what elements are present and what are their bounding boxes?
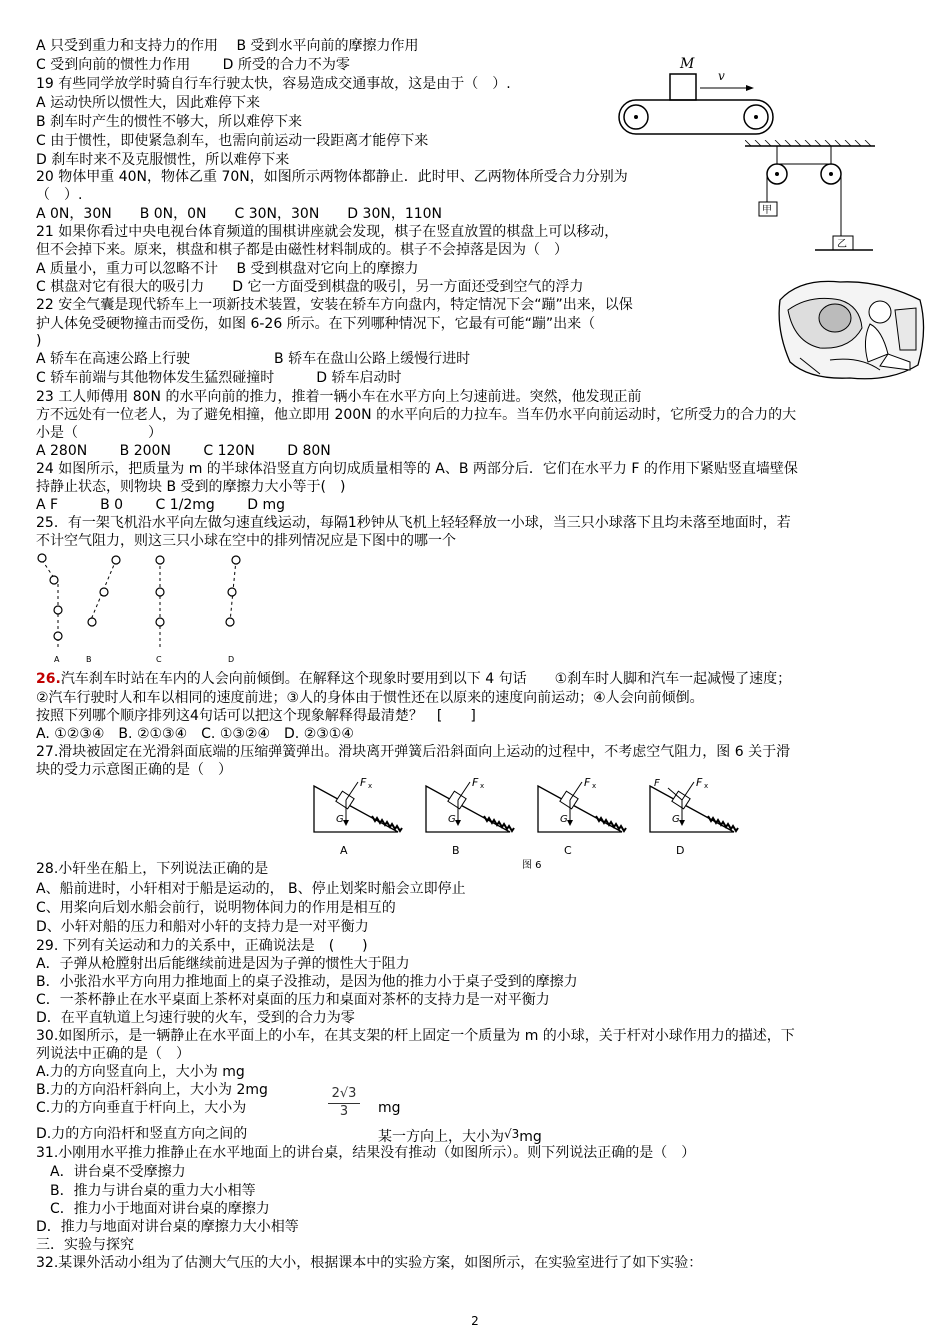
text-line: C．一茶杯静止在水平桌面上茶杯对桌面的压力和桌面对茶杯的支持力是一对平衡力 [36, 992, 550, 1008]
q30-option-d [36, 1125, 247, 1143]
fig25-label-b: B [86, 655, 92, 664]
q30d-tail [378, 1125, 542, 1146]
svg-text:乙: 乙 [837, 239, 847, 250]
text-line: 列说法中正确的是（ ） [36, 1046, 190, 1062]
force-label: F [360, 776, 367, 789]
airbag-figure [770, 270, 930, 385]
text-line: （ ）. [36, 187, 83, 203]
text-line: C 棋盘对它有很大的吸引力 D 它一方面受到棋盘的吸引，另一方面还受到空气的浮力 [36, 279, 584, 295]
q30c-fraction [324, 1086, 364, 1119]
text-line: 按照下列哪个顺序排列这4句话可以把这个现象解释得最清楚？ [ ] [36, 708, 476, 724]
mass-block [670, 74, 696, 100]
text-line: 小是（ ） [36, 425, 162, 441]
q30d-pre: D.力的方向沿杆和竖直方向之间的 [36, 1126, 248, 1142]
text-line: A．讲台桌不受摩擦力 [36, 1164, 186, 1180]
text-line: C 轿车前端与其他物体发生猛烈碰撞时 D 轿车启动时 [36, 370, 402, 386]
text-line: 不计空气阻力，则这三只小球在空中的排列情况应是下图中的哪一个 [36, 533, 456, 549]
text-line: A F B 0 C 1/2mg D mg [36, 497, 285, 513]
q30d-mid: 某一方向上，大小为 [378, 1129, 504, 1145]
text-line: 20 物体甲重 40N，物体乙重 70N，如图所示两物体都静止．此时甲、乙两物体所受合力分别为 [36, 169, 628, 185]
text-line: 24 如图所示，把质量为 m 的半球体沿竖直方向切成质量相等的 A、B 两部分后．它们在水平力 F 的作用下紧贴竖直墙壁保 [36, 461, 798, 477]
incline-diagram [538, 776, 626, 857]
velocity-label: v [718, 69, 725, 83]
incline-diagram [314, 776, 402, 857]
text-line: A．子弹从枪膛射出后能继续前进是因为子弹的惯性大于阻力 [36, 956, 410, 972]
fig25-label-a: A [54, 655, 60, 664]
text-line: B．推力与讲台桌的重力大小相等 [36, 1183, 256, 1199]
q30c-numerator: 2√3 [331, 1086, 357, 1101]
text-line: 30.如图所示，是一辆静止在水平面上的小车，在其支架的杆上固定一个质量为 m 的小球，关于杆对小球作用力的描述，下 [36, 1028, 795, 1044]
text-line: A 0N，30N B 0N，0N C 30N，30N D 30N，110N [36, 206, 443, 222]
text-line: D 刹车时来不及克服惯性，所以难停下来 [36, 152, 290, 168]
text-line: 25．有一架飞机沿水平向左做匀速直线运动，每隔1秒钟从飞机上轻轻释放一小球，当三只小球落下且均未落至地面时，若 [36, 515, 791, 531]
fig25-label-d: D [228, 655, 235, 664]
text-line: ) [36, 333, 42, 349]
text-line: C 由于惯性，即使紧急刹车，也需向前运动一段距离才能停下来 [36, 133, 429, 149]
q30c-unit: mg [378, 1100, 401, 1116]
text-line: 27.滑块被固定在光滑斜面底端的压缩弹簧弹出。滑块离开弹簧后沿斜面向上运动的过程中，不考虑空气阻力，图 6 关于滑 [36, 744, 791, 760]
text-line: D、小轩对船的压力和船对小轩的支持力是一对平衡力 [36, 919, 369, 935]
mass-label: M [680, 56, 695, 72]
text-line: 23 工人师傅用 80N 的水平向前的推力，推着一辆小车在水平方向上匀速前进。突然，他发现正前 [36, 389, 642, 405]
text-line: A 运动快所以惯性大，因此难停下来 [36, 95, 261, 111]
text-line: A、船前进时，小轩相对于船是运动的， B、停止划桨时船会立即停止 [36, 881, 466, 897]
pulley-figure [745, 140, 875, 260]
svg-text:x: x [368, 782, 373, 790]
figure-caption: 图 6 [522, 860, 542, 871]
text-line: 32.某课外活动小组为了估测大气压的大小，根据课本中的实验方案，如图所示，在实验室进行了如下实验： [36, 1255, 703, 1271]
incline-diagram [650, 776, 738, 857]
option-label: A [340, 844, 348, 857]
q30d-unit: mg [519, 1129, 542, 1145]
force-label: F [472, 776, 479, 789]
incline-force-figure [300, 776, 750, 872]
text-line: 19 有些同学放学时骑自行车行驶太快，容易造成交通事故，这是由于（ ）. [36, 76, 511, 92]
text-line: C、用桨向后划水船会前行，说明物体间力的作用是相互的 [36, 900, 396, 916]
option-label: B [452, 844, 460, 857]
text-line: 21 如果你看过中央电视台体育频道的围棋讲座就会发现，棋子在竖直放置的棋盘上可以移动， [36, 224, 619, 240]
text-line: A 质量小，重力可以忽略不计 B 受到棋盘对它向上的摩擦力 [36, 261, 419, 277]
svg-text:x: x [592, 782, 597, 790]
text-line: B．小张沿水平方向用力推地面上的桌子没推动，是因为他的推力小于桌子受到的摩擦力 [36, 974, 578, 990]
q26-line [36, 670, 791, 688]
svg-text:F: F [654, 778, 660, 789]
force-label: F [696, 776, 703, 789]
driver-head [869, 301, 891, 323]
text-line: 持静止状态，则物块 B 受到的摩擦力大小等于( ) [36, 479, 346, 495]
text-line: A. ①②③④ B. ②①③④ C. ①③②④ D. ②③①④ [36, 726, 354, 742]
q30c-pre: C.力的方向垂直于杆向上，大小为 [36, 1100, 247, 1116]
incline-diagram [426, 776, 514, 857]
weight-label: G [448, 814, 456, 825]
text-line: 28.小轩坐在船上，下列说法正确的是 [36, 861, 269, 877]
option-label: C [564, 844, 572, 857]
text-line: ②汽车行驶时人和车以相同的速度前进；③人的身体由于惯性还在以原来的速度向前运动；④人会向前倾倒。 [36, 690, 704, 706]
text-line: A.力的方向竖直向上，大小为 mg [36, 1064, 245, 1080]
text-line: A 只受到重力和支持力的作用 B 受到水平向前的摩擦力作用 [36, 38, 419, 54]
weight-label: G [336, 814, 344, 825]
svg-text:x: x [480, 782, 485, 790]
option-label: D [676, 844, 685, 857]
fig25-label-c: C [156, 655, 162, 664]
q30d-root: √3 [504, 1127, 520, 1141]
text-line: C 受到向前的惯性力作用 D 所受的合力不为零 [36, 57, 350, 73]
text-line: A 轿车在高速公路上行驶 B 轿车在盘山公路上缓慢行进时 [36, 351, 471, 367]
text-line: 方不远处有一位老人，为了避免相撞，他立即用 200N 的水平向后的力拉车。当车仍水平向前运动时，它所受力的合力的大 [36, 407, 797, 423]
q30-option-c [36, 1099, 246, 1117]
text-line: 但不会掉下来。原来，棋盘和棋子都是由磁性材料制成的。棋子不会掉落是因为（ ） [36, 242, 568, 258]
force-label: F [584, 776, 591, 789]
text-line: A 280N B 200N C 120N D 80N [36, 443, 331, 459]
text-line: C．推力小于地面对讲台桌的摩擦力 [36, 1201, 270, 1217]
weight-label: G [672, 814, 680, 825]
q26-text: 汽车刹车时站在车内的人会向前倾倒。在解释这个现象时要用到以下 4 句话 ①刹车时人脚和汽车一起减慢了速度； [60, 671, 792, 687]
svg-text:x: x [704, 782, 709, 790]
page-number: 2 [471, 1314, 479, 1328]
text-line: B.力的方向沿杆斜向上，大小为 2mg [36, 1082, 268, 1098]
svg-text:甲: 甲 [762, 205, 772, 216]
text-line: 块的受力示意图正确的是（ ） [36, 762, 232, 778]
text-line: B 刹车时产生的惯性不够大，所以难停下来 [36, 114, 303, 130]
falling-balls-figure [30, 548, 260, 668]
text-line: 29. 下列有关运动和力的关系中，正确说法是 ( ) [36, 938, 368, 954]
text-line: 护人体免受硬物撞击而受伤，如图 6-26 所示。在下列哪种情况下，它最有可能“蹦”出来（ [36, 316, 596, 332]
text-line: 31.小刚用水平推力推静止在水平地面上的讲台桌，结果没有推动（如图所示）。则下列说法正确的是（ ） [36, 1145, 696, 1161]
weight-label: G [560, 814, 568, 825]
text-line: D．推力与地面对讲台桌的摩擦力大小相等 [36, 1219, 299, 1235]
text-line: D．在平直轨道上匀速行驶的火车，受到的合力为零 [36, 1010, 355, 1026]
text-line: 三．实验与探究 [36, 1237, 134, 1253]
conveyor-belt-figure [618, 50, 778, 140]
q26-number: 26. [36, 671, 61, 687]
text-line: 22 安全气囊是现代轿车上一项新技术装置，安装在轿车方向盘内，特定情况下会“蹦”出来，以保 [36, 297, 633, 313]
q30c-denominator: 3 [339, 1104, 349, 1119]
